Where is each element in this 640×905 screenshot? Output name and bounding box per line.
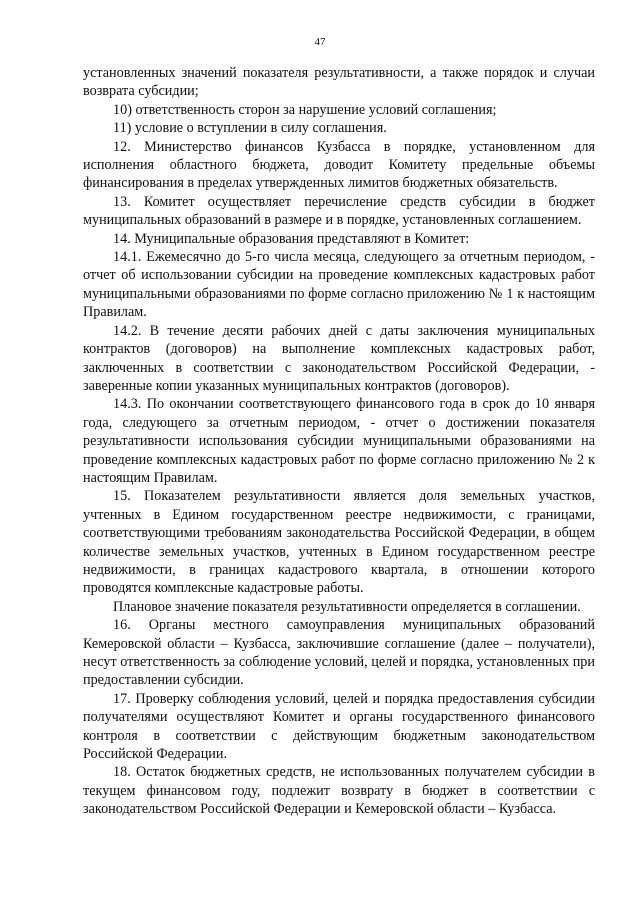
- paragraph-item-10: 10) ответственность сторон за нарушение условий соглашения;: [113, 101, 497, 118]
- paragraph-item-14-2: 14.2. В течение десяти рабочих дней с даты заключения муниципальных контрактов (договоров) на выполнение комплексных кадастровых работ, заключенных в соответствии с законодательством Российской Федерации, - заверенные копии указанных муниципальных контрактов (договоров).: [83, 322, 595, 394]
- paragraph-item-14: 14. Муниципальные образования представляют в Комитет:: [113, 230, 470, 247]
- paragraph-item-15-plan: Плановое значение показателя результативности определяется в соглашении.: [113, 598, 581, 615]
- paragraph-item-17: 17. Проверку соблюдения условий, целей и порядка предоставления субсидии получателями осуществляют Комитет и органы государственного финансового контроля в соответствии с действующим бюджетным законодательством Российской Федерации.: [83, 690, 595, 763]
- paragraph-item-14-3: 14.3. По окончании соответствующего финансового года в срок до 10 января года, следующего за отчетным периодом, - отчет о достижении показателя результативности использования субсидии муниципальными образованиями на проведение комплексных кадастровых работ по форме согласно приложению № 2 к настоящим Правилам.: [83, 396, 595, 486]
- paragraph-item-14-1: 14.1. Ежемесячно до 5-го числа месяца, следующего за отчетным периодом, - отчет об использовании субсидии на проведение комплексных кадастровых работ муниципальными образованиями по форме согласно приложению № 1 к настоящим Правилам.: [83, 249, 595, 321]
- paragraph-item-15: 15. Показателем результативности является доля земельных участков, учтенных в Едином государственном реестре недвижимости, с границами, соответствующими требованиям законодательства Российской Федерации, в общем количестве земельных участков, учтенных в Едином государственном реестре недвижимости, в границах кадастрового квартала, в отношении которого проводятся комплексные кадастровые работы.: [83, 488, 595, 597]
- document-body: [83, 64, 595, 819]
- paragraph-item-13: 13. Комитет осуществляет перечисление средств субсидии в бюджет муниципальных образований в размере и в порядке, установленных соглашением.: [83, 193, 595, 229]
- page-number: 47: [314, 36, 326, 48]
- paragraph-item-12: 12. Министерство финансов Кузбасса в порядке, установленном для исполнения областного бюджета, доводит Комитету предельные объемы финансирования в пределах утвержденных лимитов бюджетных обязательств.: [83, 138, 595, 192]
- paragraph-item-18: 18. Остаток бюджетных средств, не использованных получателем субсидии в текущем финансовом году, подлежит возврату в бюджет в соответствии с законодательством Российской Федерации и Кемеровской области – Кузбасса.: [83, 764, 595, 818]
- paragraph-item-11: 11) условие о вступлении в силу соглашения.: [113, 120, 387, 137]
- paragraph-continuation: установленных значений показателя результативности, а также порядок и случаи возврата субсидии;: [83, 65, 595, 100]
- paragraph-item-16: 16. Органы местного самоуправления муниципальных образований Кемеровской области – Кузбасса, заключившие соглашение (далее – получатели), несут ответственность за соблюдение условий, целей и порядка, установленных при предоставлении субсидии.: [83, 617, 595, 689]
